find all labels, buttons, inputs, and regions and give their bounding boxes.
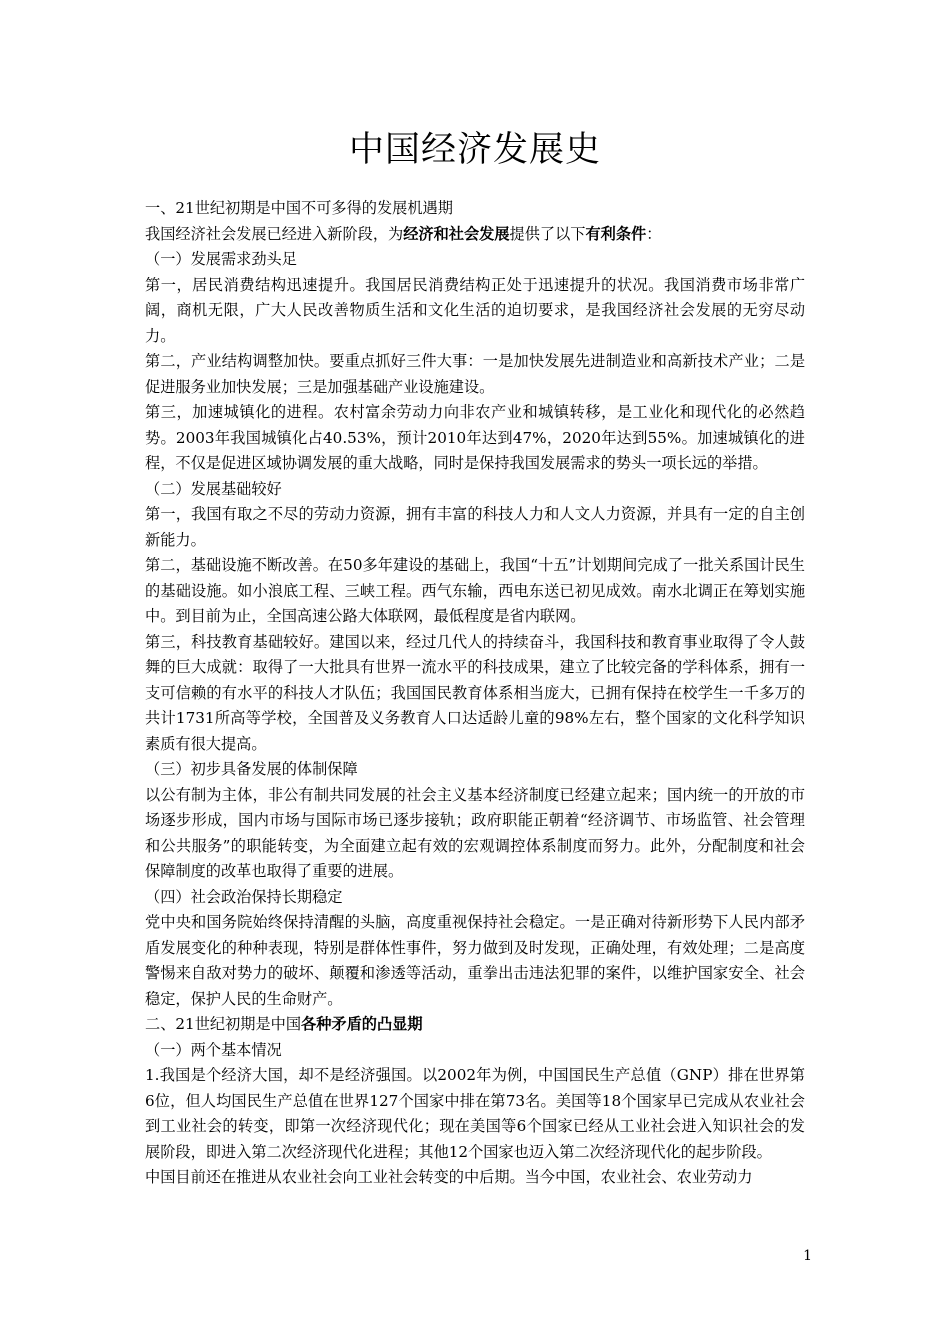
paragraph — [145, 247, 805, 273]
text-run: 以公有制为主体，非公有制共同发展的社会主义基本经济制度已经建立起来；国内统一的开放的市场逐步形成，国内市场与国际市场已逐步接轨；政府职能正朝着“经济调节、市场监管、社会管理和公共服务”的职能转变，为全面建立起有效的宏观调控体系制度而努力。此外，分配制度和社会保障制度的改革也取得了重要的进展。 — [145, 785, 805, 880]
document-body — [145, 196, 805, 1191]
text-run: 一、21世纪初期是中国不可多得的发展机遇期 — [145, 199, 453, 217]
paragraph — [145, 910, 805, 1012]
paragraph — [145, 477, 805, 503]
document-title: 中国经济发展史 — [348, 130, 601, 170]
text-run: （三）初步具备发展的体制保障 — [145, 760, 358, 778]
page-number: 1 — [803, 1248, 812, 1264]
paragraph — [145, 1063, 805, 1165]
text-run: （一）两个基本情况 — [145, 1040, 282, 1059]
text-run: （二）发展基础较好 — [145, 479, 282, 498]
text-run: 提供了以下 — [509, 224, 586, 243]
text-run: 我国经济社会发展已经进入新阶段，为 — [145, 224, 404, 243]
paragraph — [145, 885, 805, 911]
paragraph — [145, 757, 805, 783]
bold-text: 经济和社会发展 — [403, 224, 510, 243]
text-run: 中国目前还在推进从农业社会向工业社会转变的中后期。当今中国，农业社会、农业劳动力 — [145, 1168, 753, 1186]
text-run: 第二，产业结构调整加快。要重点抓好三件大事：一是加快发展先进制造业和高新技术产业；二是促进服务业加快发展；三是加强基础产业设施建设。 — [145, 352, 805, 396]
paragraph — [145, 222, 805, 248]
text-run: 第一，我国有取之不尽的劳动力资源，拥有丰富的科技人力和人文人力资源，并具有一定的自主创新能力。 — [145, 505, 805, 549]
text-run: （四）社会政治保持长期稳定 — [145, 887, 343, 906]
paragraph — [145, 1165, 805, 1191]
text-run: （一）发展需求劲头足 — [145, 250, 297, 268]
text-run: ： — [646, 224, 662, 243]
text-run: 第三，科技教育基础较好。建国以来，经过几代人的持续奋斗，我国科技和教育事业取得了令人鼓舞的巨大成就：取得了一大批具有世界一流水平的科技成果，建立了比较完备的学科体系，拥有一支可信赖的有水平的科技人才队伍；我国国民教育体系相当庞大，已拥有保持在校学生一千多万的共计1731所高等学校，全国普及义务教育人口达适龄儿童的98%左右，整个国家的文化科学知识素质有很大提高。 — [145, 632, 805, 753]
paragraph — [145, 349, 805, 400]
bold-text: 有利条件 — [585, 224, 647, 243]
paragraph — [145, 1038, 805, 1064]
paragraph — [145, 553, 805, 630]
paragraph — [145, 400, 805, 477]
paragraph — [145, 783, 805, 885]
paragraph — [145, 196, 805, 222]
text-run: 第一，居民消费结构迅速提升。我国居民消费结构正处于迅速提升的状况。我国消费市场非常广阔，商机无限，广大人民改善物质生活和文化生活的迫切要求，是我国经济社会发展的无穷尽动力。 — [145, 275, 805, 345]
text-run: 第三，加速城镇化的进程。农村富余劳动力向非农产业和城镇转移，是工业化和现代化的必然趋势。2003年我国城镇化占40.53%，预计2010年达到47%，2020年达到55%。加速城镇化的进程，不仅是促进区域协调发展的重大战略，同时是保持我国发展需求的势头一项长远的举措。 — [145, 403, 805, 472]
text-run: 党中央和国务院始终保持清醒的头脑，高度重视保持社会稳定。一是正确对待新形势下人民内部矛盾发展变化的种种表现，特别是群体性事件，努力做到及时发现，正确处理，有效处理；二是高度警惕来自敌对势力的破坏、颠覆和渗透等活动，重拳出击违法犯罪的案件，以维护国家安全、社会稳定，保护人民的生命财产。 — [145, 913, 805, 1008]
paragraph — [145, 502, 805, 553]
paragraph — [145, 1012, 805, 1038]
text-run: 1.我国是个经济大国，却不是经济强国。以2002年为例，中国国民生产总值（GNP）排在世界第6位，但人均国民生产总值在世界127个国家中排在第73名。美国等18个国家早已完成从农业社会到工业社会的转变，即第一次经济现代化；现在美国等6个国家已经从工业社会进入知识社会的发展阶段，即进入第二次经济现代化进程；其他12个国家也迈入第二次经济现代化的起步阶段。 — [145, 1066, 805, 1161]
bold-text: 各种矛盾的凸显期 — [301, 1015, 423, 1033]
text-run: 二、21世纪初期是中国 — [145, 1015, 302, 1033]
text-run: 第二，基础设施不断改善。在50多年建设的基础上，我国“十五”计划期间完成了一批关系国计民生的基础设施。如小浪底工程、三峡工程。西气东输，西电东送已初见成效。南水北调正在筹划实施中。到目前为止，全国高速公路大体联网，最低程度是省内联网。 — [145, 556, 805, 625]
paragraph — [145, 273, 805, 350]
paragraph — [145, 630, 805, 758]
